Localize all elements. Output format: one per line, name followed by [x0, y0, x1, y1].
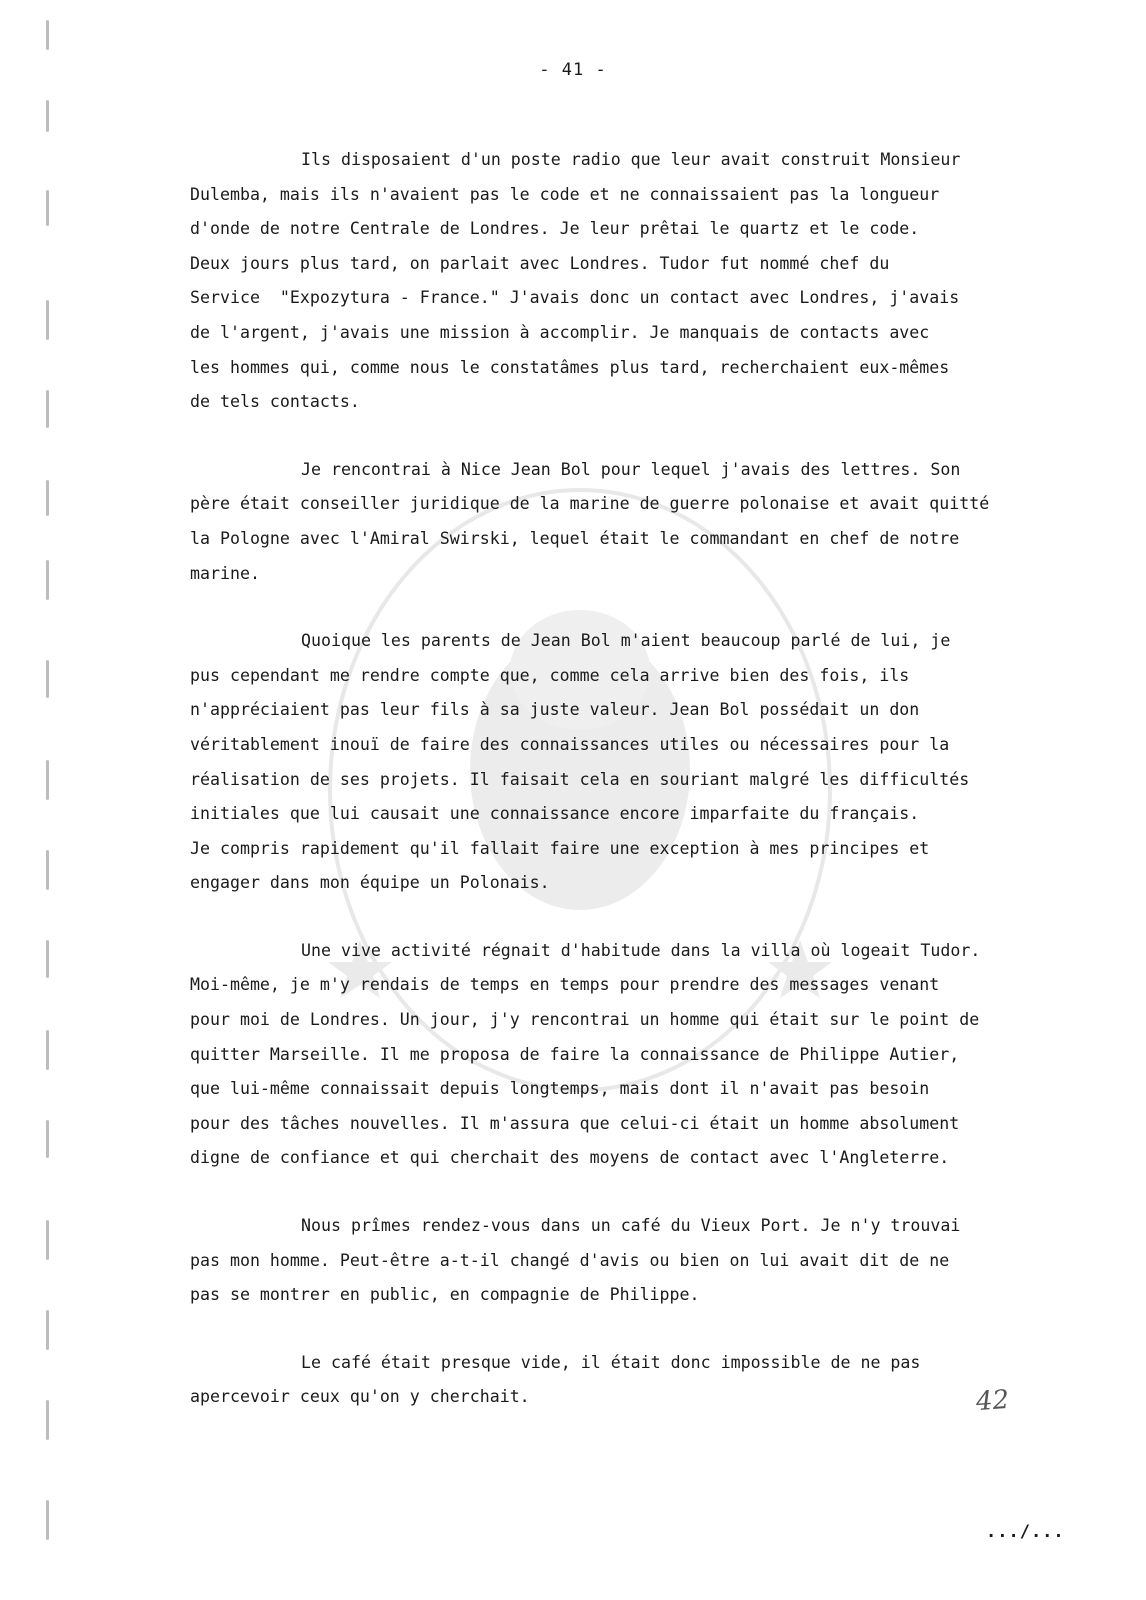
binding-mark [46, 1220, 49, 1260]
paragraph [190, 1209, 1120, 1313]
text-line: n'appréciaient pas leur fils à sa juste valeur. Jean Bol possédait un don [190, 700, 920, 720]
binding-mark [46, 850, 49, 890]
paragraph [190, 143, 1120, 420]
binding-mark [46, 300, 49, 340]
text-line: Service "Expozytura - France." J'avais donc un contact avec Londres, j'avais [190, 288, 960, 308]
binding-mark [46, 1120, 49, 1158]
binding-mark [46, 1030, 49, 1070]
binding-mark [46, 660, 49, 698]
text-line: Deux jours plus tard, on parlait avec Londres. Tudor fut nommé chef du [190, 253, 890, 273]
text-line: réalisation de ses projets. Il faisait cela en souriant malgré les difficultés [190, 769, 970, 789]
text-line: quitter Marseille. Il me proposa de faire la connaissance de Philippe Autier, [190, 1044, 960, 1064]
text-line: Moi-même, je m'y rendais de temps en temps pour prendre des messages venant [190, 975, 940, 995]
text-line: de l'argent, j'avais une mission à accomplir. Je manquais de contacts avec [190, 322, 930, 342]
text-line: la Pologne avec l'Amiral Swirski, lequel était le commandant en chef de notre [190, 528, 960, 548]
page-number: - 41 - [539, 60, 607, 80]
binding-mark [46, 190, 49, 226]
text-line: Nous prîmes rendez-vous dans un café du Vieux Port. Je n'y trouvai [301, 1216, 961, 1236]
text-line: Dulemba, mais ils n'avaient pas le code et ne connaissaient pas la longueur [190, 184, 940, 204]
text-line: Quoique les parents de Jean Bol m'aient beaucoup parlé de lui, je [301, 631, 951, 651]
binding-mark [46, 100, 49, 132]
continuation-mark: .../... [986, 1522, 1065, 1542]
text-line: Le café était presque vide, il était donc impossible de ne pas [301, 1352, 921, 1372]
binding-mark [46, 760, 49, 800]
text-line: engager dans mon équipe un Polonais. [190, 873, 550, 893]
text-line: initiales que lui causait une connaissance encore imparfaite du français. [190, 804, 920, 824]
text-line: que lui-même connaissait depuis longtemps, mais dont il n'avait pas besoin [190, 1079, 930, 1099]
paragraph [190, 453, 1120, 591]
text-line: pas mon homme. Peut-être a-t-il changé d'avis ou bien on lui avait dit de ne [190, 1250, 950, 1270]
paragraph [190, 624, 1120, 901]
binding-mark [46, 480, 49, 516]
text-line: les hommes qui, comme nous le constatâmes plus tard, recherchaient eux-mêmes [190, 357, 950, 377]
text-line: digne de confiance et qui cherchait des moyens de contact avec l'Angleterre. [190, 1148, 950, 1168]
text-line: père était conseiller juridique de la marine de guerre polonaise et avait quitté [190, 494, 990, 514]
binding-mark [46, 1500, 49, 1540]
binding-mark [46, 940, 49, 978]
text-line: Je rencontrai à Nice Jean Bol pour lequel j'avais des lettres. Son [301, 459, 961, 479]
text-line: de tels contacts. [190, 392, 360, 412]
binding-mark [46, 560, 49, 600]
text-line: d'onde de notre Centrale de Londres. Je leur prêtai le quartz et le code. [190, 219, 920, 239]
text-line: pus cependant me rendre compte que, comme cela arrive bien des fois, ils [190, 665, 910, 685]
binding-mark [46, 390, 49, 428]
text-line: marine. [190, 563, 260, 583]
text-line: pour moi de Londres. Un jour, j'y rencontrai un homme qui était sur le point de [190, 1010, 980, 1030]
handwritten-page-note: 42 [974, 1384, 1011, 1418]
binding-mark [46, 1310, 49, 1350]
body-text [190, 143, 1120, 1448]
text-line: pour des tâches nouvelles. Il m'assura que celui-ci était un homme absolument [190, 1113, 960, 1133]
binding-mark [46, 1400, 49, 1440]
text-line: Une vive activité régnait d'habitude dans la villa où logeait Tudor. [301, 940, 981, 960]
text-line: Je compris rapidement qu'il fallait faire une exception à mes principes et [190, 838, 930, 858]
text-line: véritablement inouï de faire des connaissances utiles ou nécessaires pour la [190, 734, 950, 754]
paragraph [190, 934, 1120, 1176]
binding-mark [46, 20, 49, 50]
text-line: pas se montrer en public, en compagnie de Philippe. [190, 1285, 700, 1305]
text-line: Ils disposaient d'un poste radio que leur avait construit Monsieur [301, 150, 961, 169]
text-line: apercevoir ceux qu'on y cherchait. [190, 1387, 530, 1407]
